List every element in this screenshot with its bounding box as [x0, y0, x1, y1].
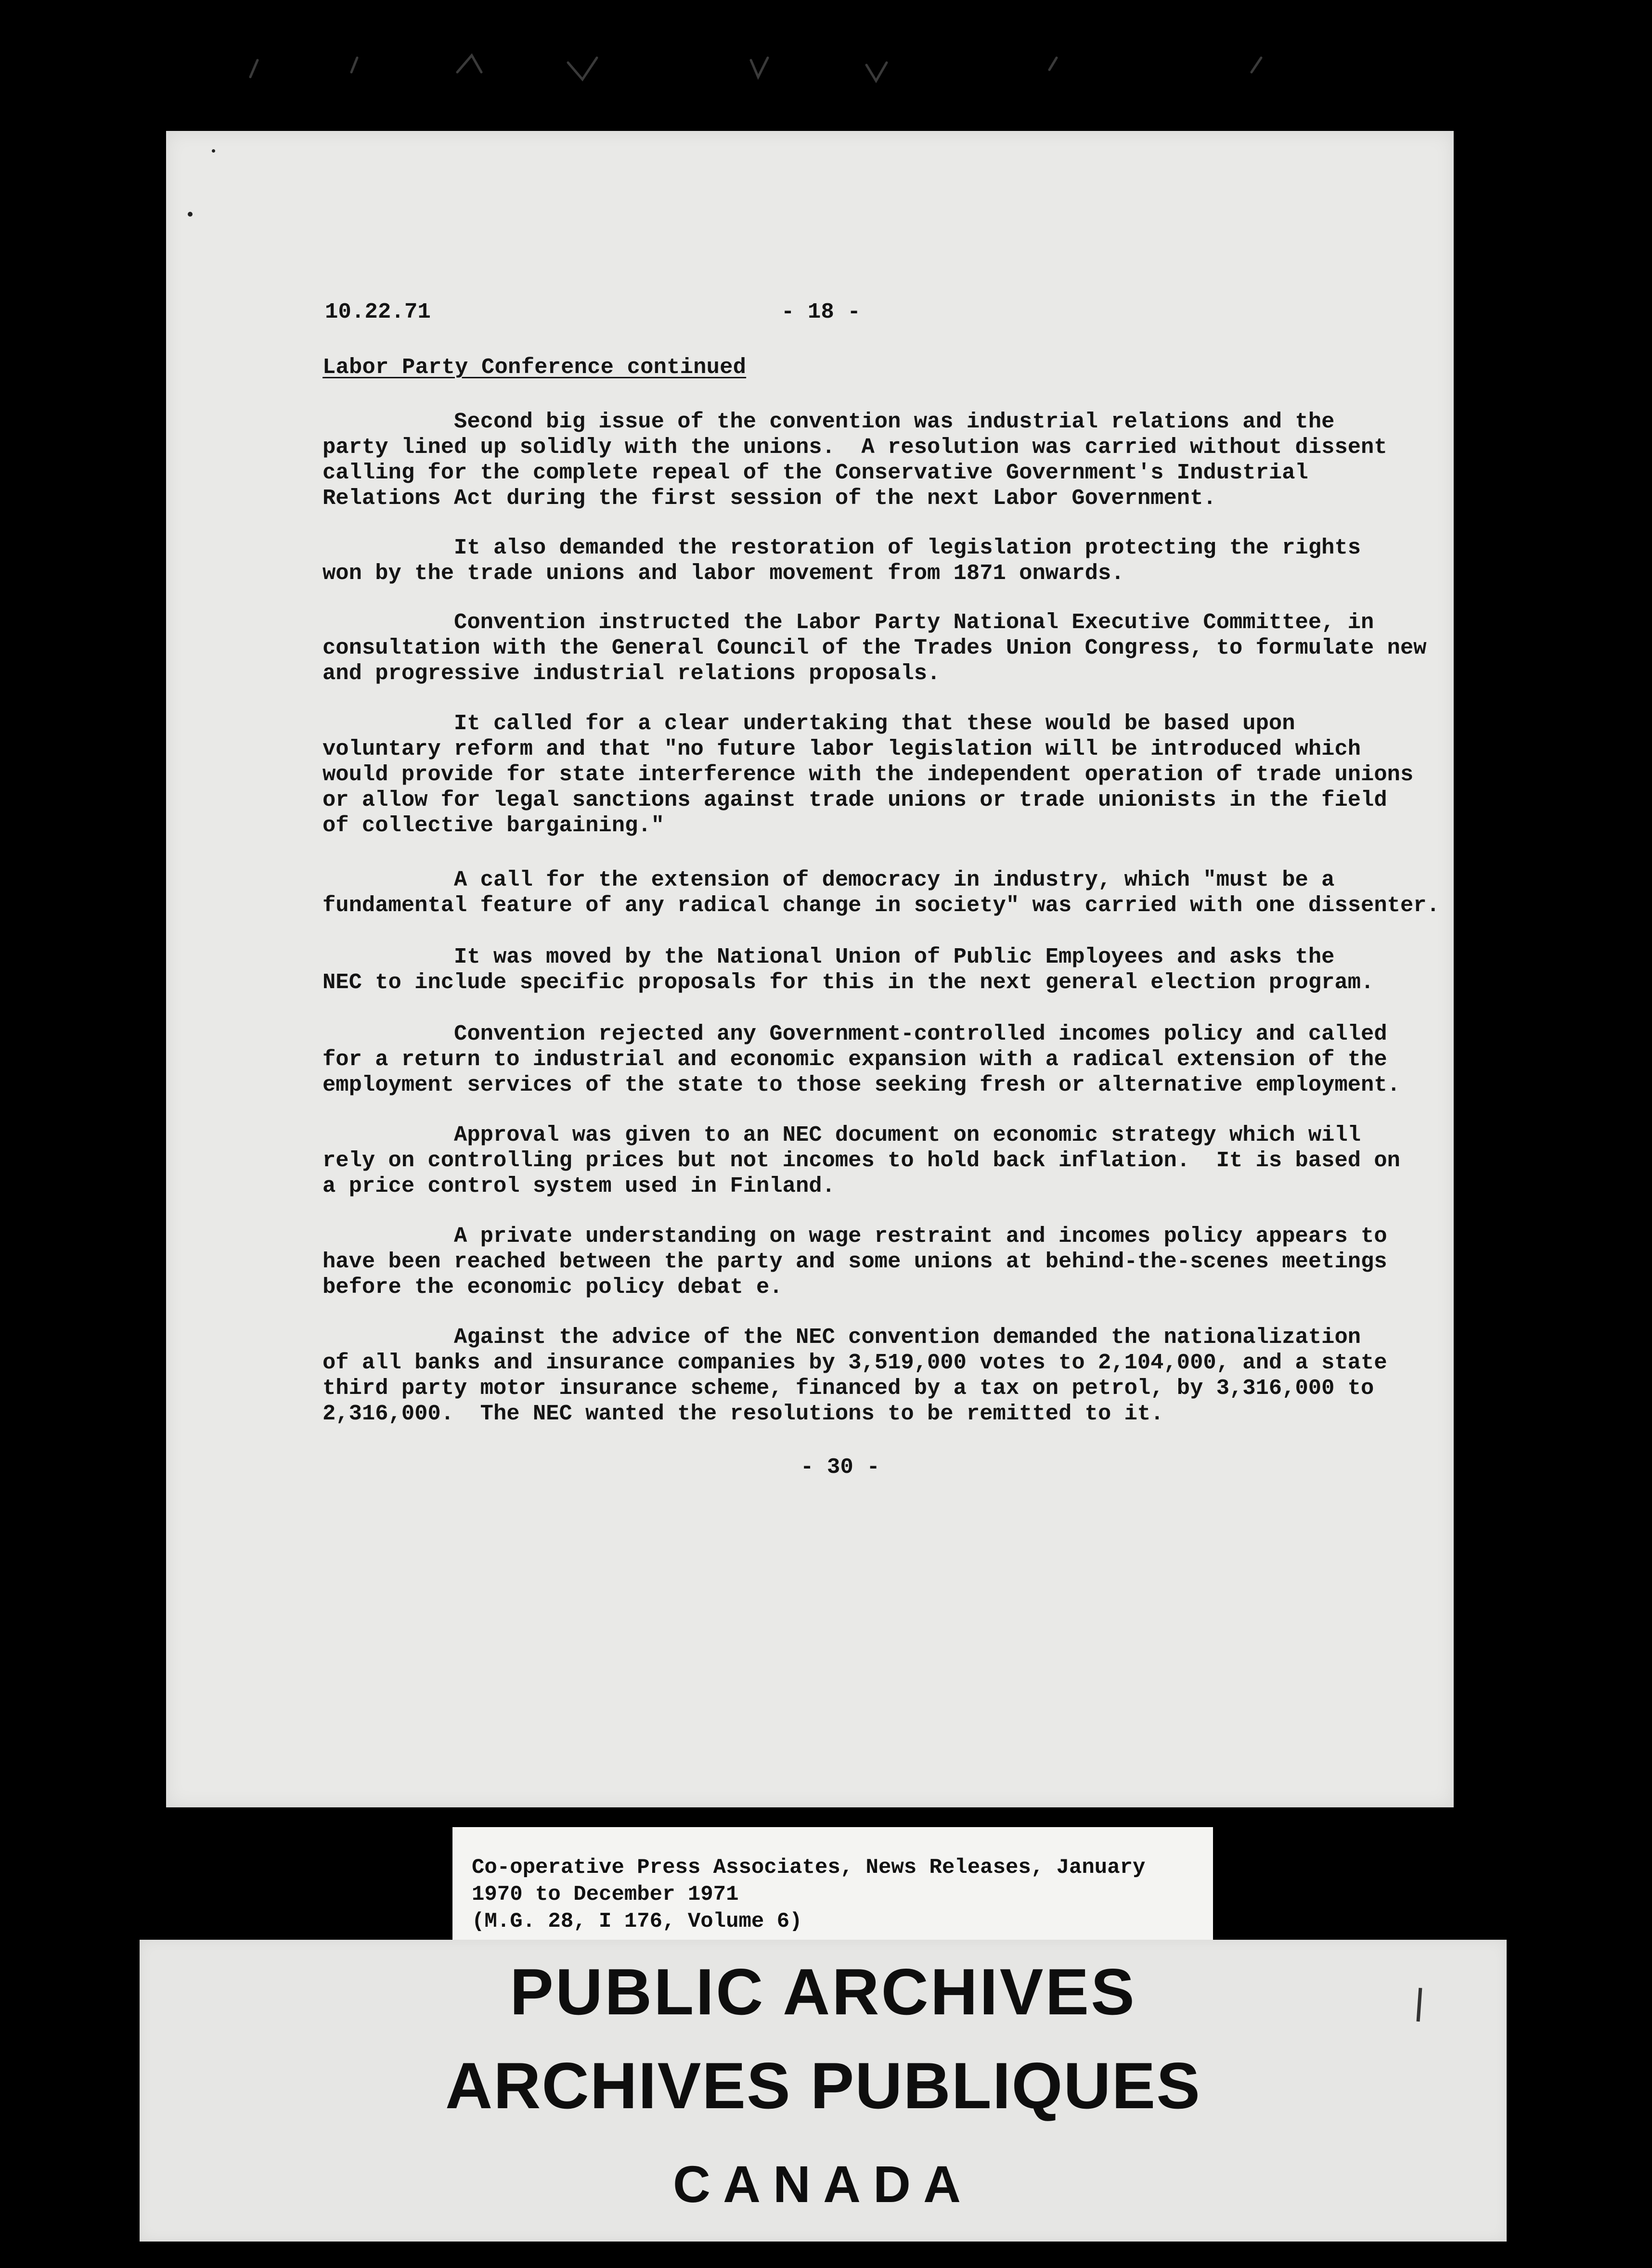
paragraph-line: third party motor insurance scheme, financed by a tax on petrol, by 3,316,000 to — [323, 1376, 1374, 1401]
paragraph-line: party lined up solidly with the unions. A resolution was carried without dissent — [323, 435, 1387, 460]
paragraph-line: have been reached between the party and some unions at behind-the-scenes meetings — [323, 1249, 1387, 1274]
paragraph — [323, 1021, 1454, 1098]
paragraph-line: for a return to industrial and economic expansion with a radical extension of the — [323, 1047, 1387, 1072]
paragraph-line: A call for the extension of democracy in industry, which "must be a — [323, 867, 1335, 892]
paragraph — [323, 610, 1454, 686]
paragraph-line: consultation with the General Council of the Trades Union Congress, to formulate new — [323, 635, 1427, 660]
scan-artifact-marks — [231, 43, 1338, 87]
paragraph — [323, 944, 1454, 995]
paragraph-line: voluntary reform and that "no future labor legislation will be introduced which — [323, 736, 1361, 761]
paragraph-line: It called for a clear undertaking that these would be based upon — [323, 711, 1295, 736]
page-number-top: - 18 - — [781, 299, 861, 324]
paragraph-line: Convention instructed the Labor Party National Executive Committee, in — [323, 610, 1374, 635]
paragraph-line: NEC to include specific proposals for this in the next general election program. — [323, 970, 1374, 995]
paragraph-line: Convention rejected any Government-controlled incomes policy and called — [323, 1021, 1387, 1046]
banner-canada: CANADA — [673, 2155, 973, 2213]
paragraph-line: Second big issue of the convention was industrial relations and the — [323, 409, 1335, 434]
banner-public-archives: PUBLIC ARCHIVES — [510, 1955, 1136, 2028]
section-title: Labor Party Conference continued — [323, 355, 747, 380]
paragraph-line: before the economic policy debat e. — [323, 1275, 783, 1300]
paragraph-line: Approval was given to an NEC document on economic strategy which will — [323, 1122, 1361, 1147]
source-caption-slip — [452, 1827, 1213, 1946]
paragraph — [323, 1122, 1454, 1199]
paragraph-line: and progressive industrial relations proposals. — [323, 661, 941, 686]
paragraph — [323, 1325, 1454, 1427]
public-archives-banner — [140, 1940, 1507, 2242]
paragraph-line: employment services of the state to those seeking fresh or alternative employment. — [323, 1072, 1400, 1097]
paragraph-line: Against the advice of the NEC convention demanded the nationalization — [323, 1325, 1361, 1350]
paragraph-line: Relations Act during the first session of the next Labor Government. — [323, 486, 1216, 511]
paragraph — [323, 535, 1454, 586]
paragraph-line: A private understanding on wage restraint and incomes policy appears to — [323, 1224, 1387, 1249]
document-page — [166, 131, 1454, 1807]
paragraph-line: It was moved by the National Union of Public Employees and asks the — [323, 944, 1335, 969]
paragraph-line: would provide for state interference with the independent operation of trade unions — [323, 762, 1414, 787]
paragraph — [323, 409, 1454, 511]
page-speck — [188, 212, 193, 217]
paragraph-line: of all banks and insurance companies by 3,519,000 votes to 2,104,000, and a state — [323, 1350, 1387, 1375]
paragraph-line: 2,316,000. The NEC wanted the resolutions to be remitted to it. — [323, 1401, 1164, 1426]
caption-line: 1970 to December 1971 — [472, 1882, 739, 1907]
paragraph-line: fundamental feature of any radical change in society" was carried with one dissenter. — [323, 893, 1440, 918]
paragraph-line: a price control system used in Finland. — [323, 1173, 835, 1198]
paragraph-line: rely on controlling prices but not incomes to hold back inflation. It is based on — [323, 1148, 1400, 1173]
paragraph-line: or allow for legal sanctions against trade unions or trade unionists in the field — [323, 787, 1387, 812]
paragraph — [323, 711, 1454, 838]
caption-line: Co-operative Press Associates, News Releases, January — [472, 1856, 1146, 1880]
document-date: 10.22.71 — [325, 299, 431, 324]
paragraph-line: of collective bargaining." — [323, 813, 664, 838]
caption-line: (M.G. 28, I 176, Volume 6) — [472, 1909, 802, 1933]
banner-archives-publiques: ARCHIVES PUBLIQUES — [445, 2049, 1201, 2122]
paragraph-line: calling for the complete repeal of the Conservative Government's Industrial — [323, 460, 1308, 485]
paragraph-line: won by the trade unions and labor movement from 1871 onwards. — [323, 561, 1124, 586]
page-speck — [212, 149, 215, 153]
page-number-bottom: - 30 - — [800, 1455, 880, 1480]
paragraph — [323, 867, 1454, 918]
paragraph-line: It also demanded the restoration of legislation protecting the rights — [323, 535, 1361, 560]
paragraph — [323, 1224, 1454, 1300]
